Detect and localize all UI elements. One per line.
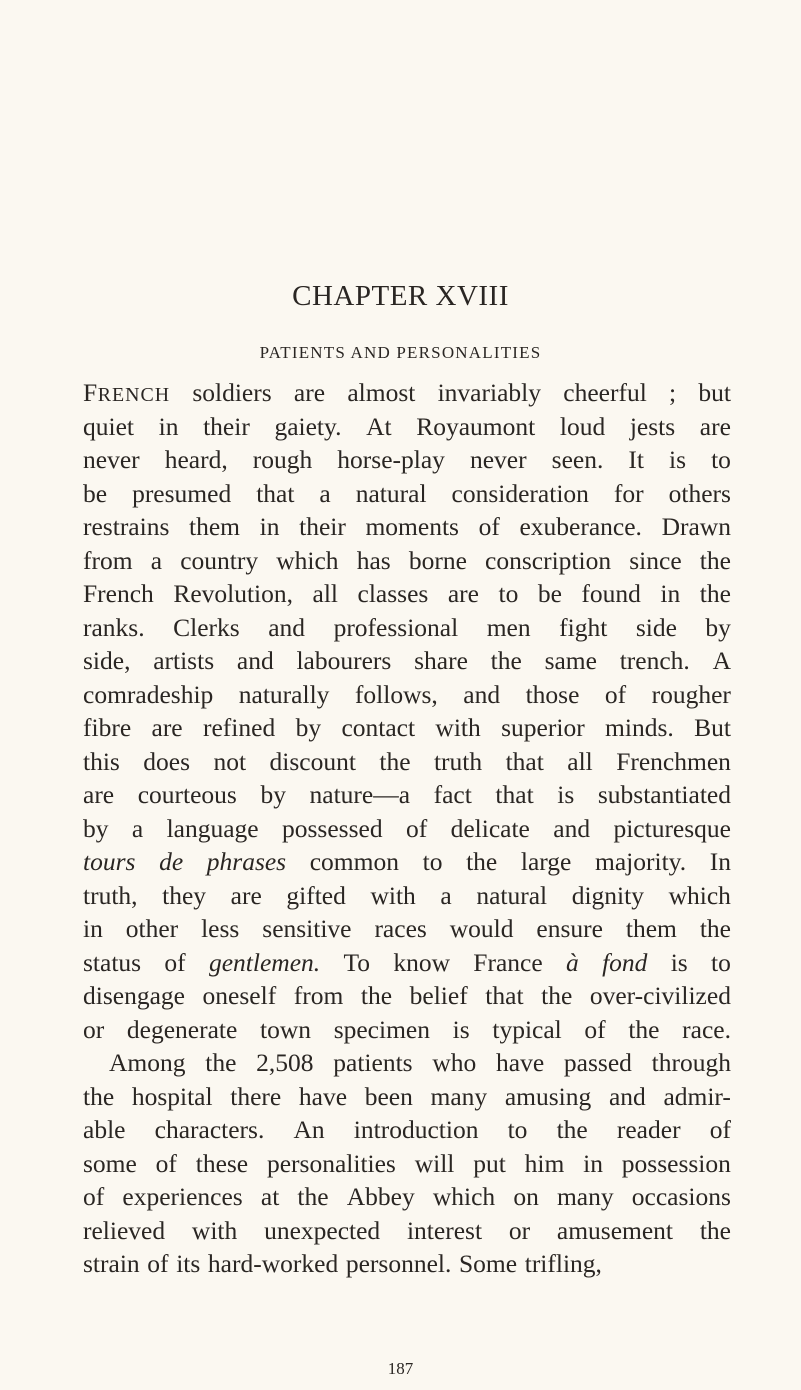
text-line: disengage oneself from the belief that the over-civilized bbox=[83, 981, 731, 1010]
text-line: tours de phrases common to the large majority. In bbox=[83, 847, 731, 876]
text-line: fibre are refined by contact with superior minds. But bbox=[83, 713, 731, 742]
page-number: 187 bbox=[387, 1359, 414, 1378]
text-line: or degenerate town specimen is typical of the race. bbox=[83, 1014, 731, 1044]
text-line: are courteous by nature—a fact that is substantiated bbox=[83, 780, 731, 809]
text-line: truth, they are gifted with a natural dignity which bbox=[83, 880, 731, 910]
text-line: able characters. An introduction to the reader of bbox=[83, 1115, 731, 1144]
text-line: Among the 2,508 patients who have passed through bbox=[109, 1048, 731, 1077]
text-line: comradeship naturally follows, and those of rougher bbox=[83, 679, 731, 709]
text-line: status of gentlemen. To know France à fond is to bbox=[83, 947, 731, 977]
text-line: strain of its hard-worked personnel. Some trifling, bbox=[83, 1249, 602, 1278]
text-line: side, artists and labourers share the same trench. A bbox=[83, 646, 731, 675]
text-line: FRENCH soldiers are almost invariably cheerful ; but bbox=[83, 378, 731, 407]
text-line: French Revolution, all classes are to be found in the bbox=[83, 579, 731, 608]
chapter-title: CHAPTER XVIII bbox=[292, 280, 509, 312]
text-line: never heard, rough horse-play never seen. It is to bbox=[83, 445, 731, 474]
text-line: in other less sensitive races would ensure them the bbox=[83, 914, 731, 943]
text-line: this does not discount the truth that all Frenchmen bbox=[83, 746, 731, 776]
chapter-subtitle: PATIENTS AND PERSONALITIES bbox=[259, 343, 542, 362]
text-line: by a language possessed of delicate and picturesque bbox=[83, 813, 731, 843]
text-line: of experiences at the Abbey which on many occasions bbox=[83, 1182, 731, 1211]
text-line: some of these personalities will put him in possession bbox=[83, 1148, 731, 1178]
text-line: ranks. Clerks and professional men fight side by bbox=[83, 612, 731, 642]
text-line: quiet in their gaiety. At Royaumont loud jests are bbox=[83, 411, 731, 441]
text-line: from a country which has borne conscription since the bbox=[83, 545, 731, 575]
text-line: restrains them in their moments of exuberance. Drawn bbox=[83, 512, 731, 541]
text-line: the hospital there have been many amusing and admir- bbox=[83, 1081, 731, 1111]
text-line: be presumed that a natural consideration for others bbox=[83, 478, 731, 508]
text-line: relieved with unexpected interest or amusement the bbox=[83, 1215, 731, 1245]
body-text bbox=[83, 376, 731, 1281]
